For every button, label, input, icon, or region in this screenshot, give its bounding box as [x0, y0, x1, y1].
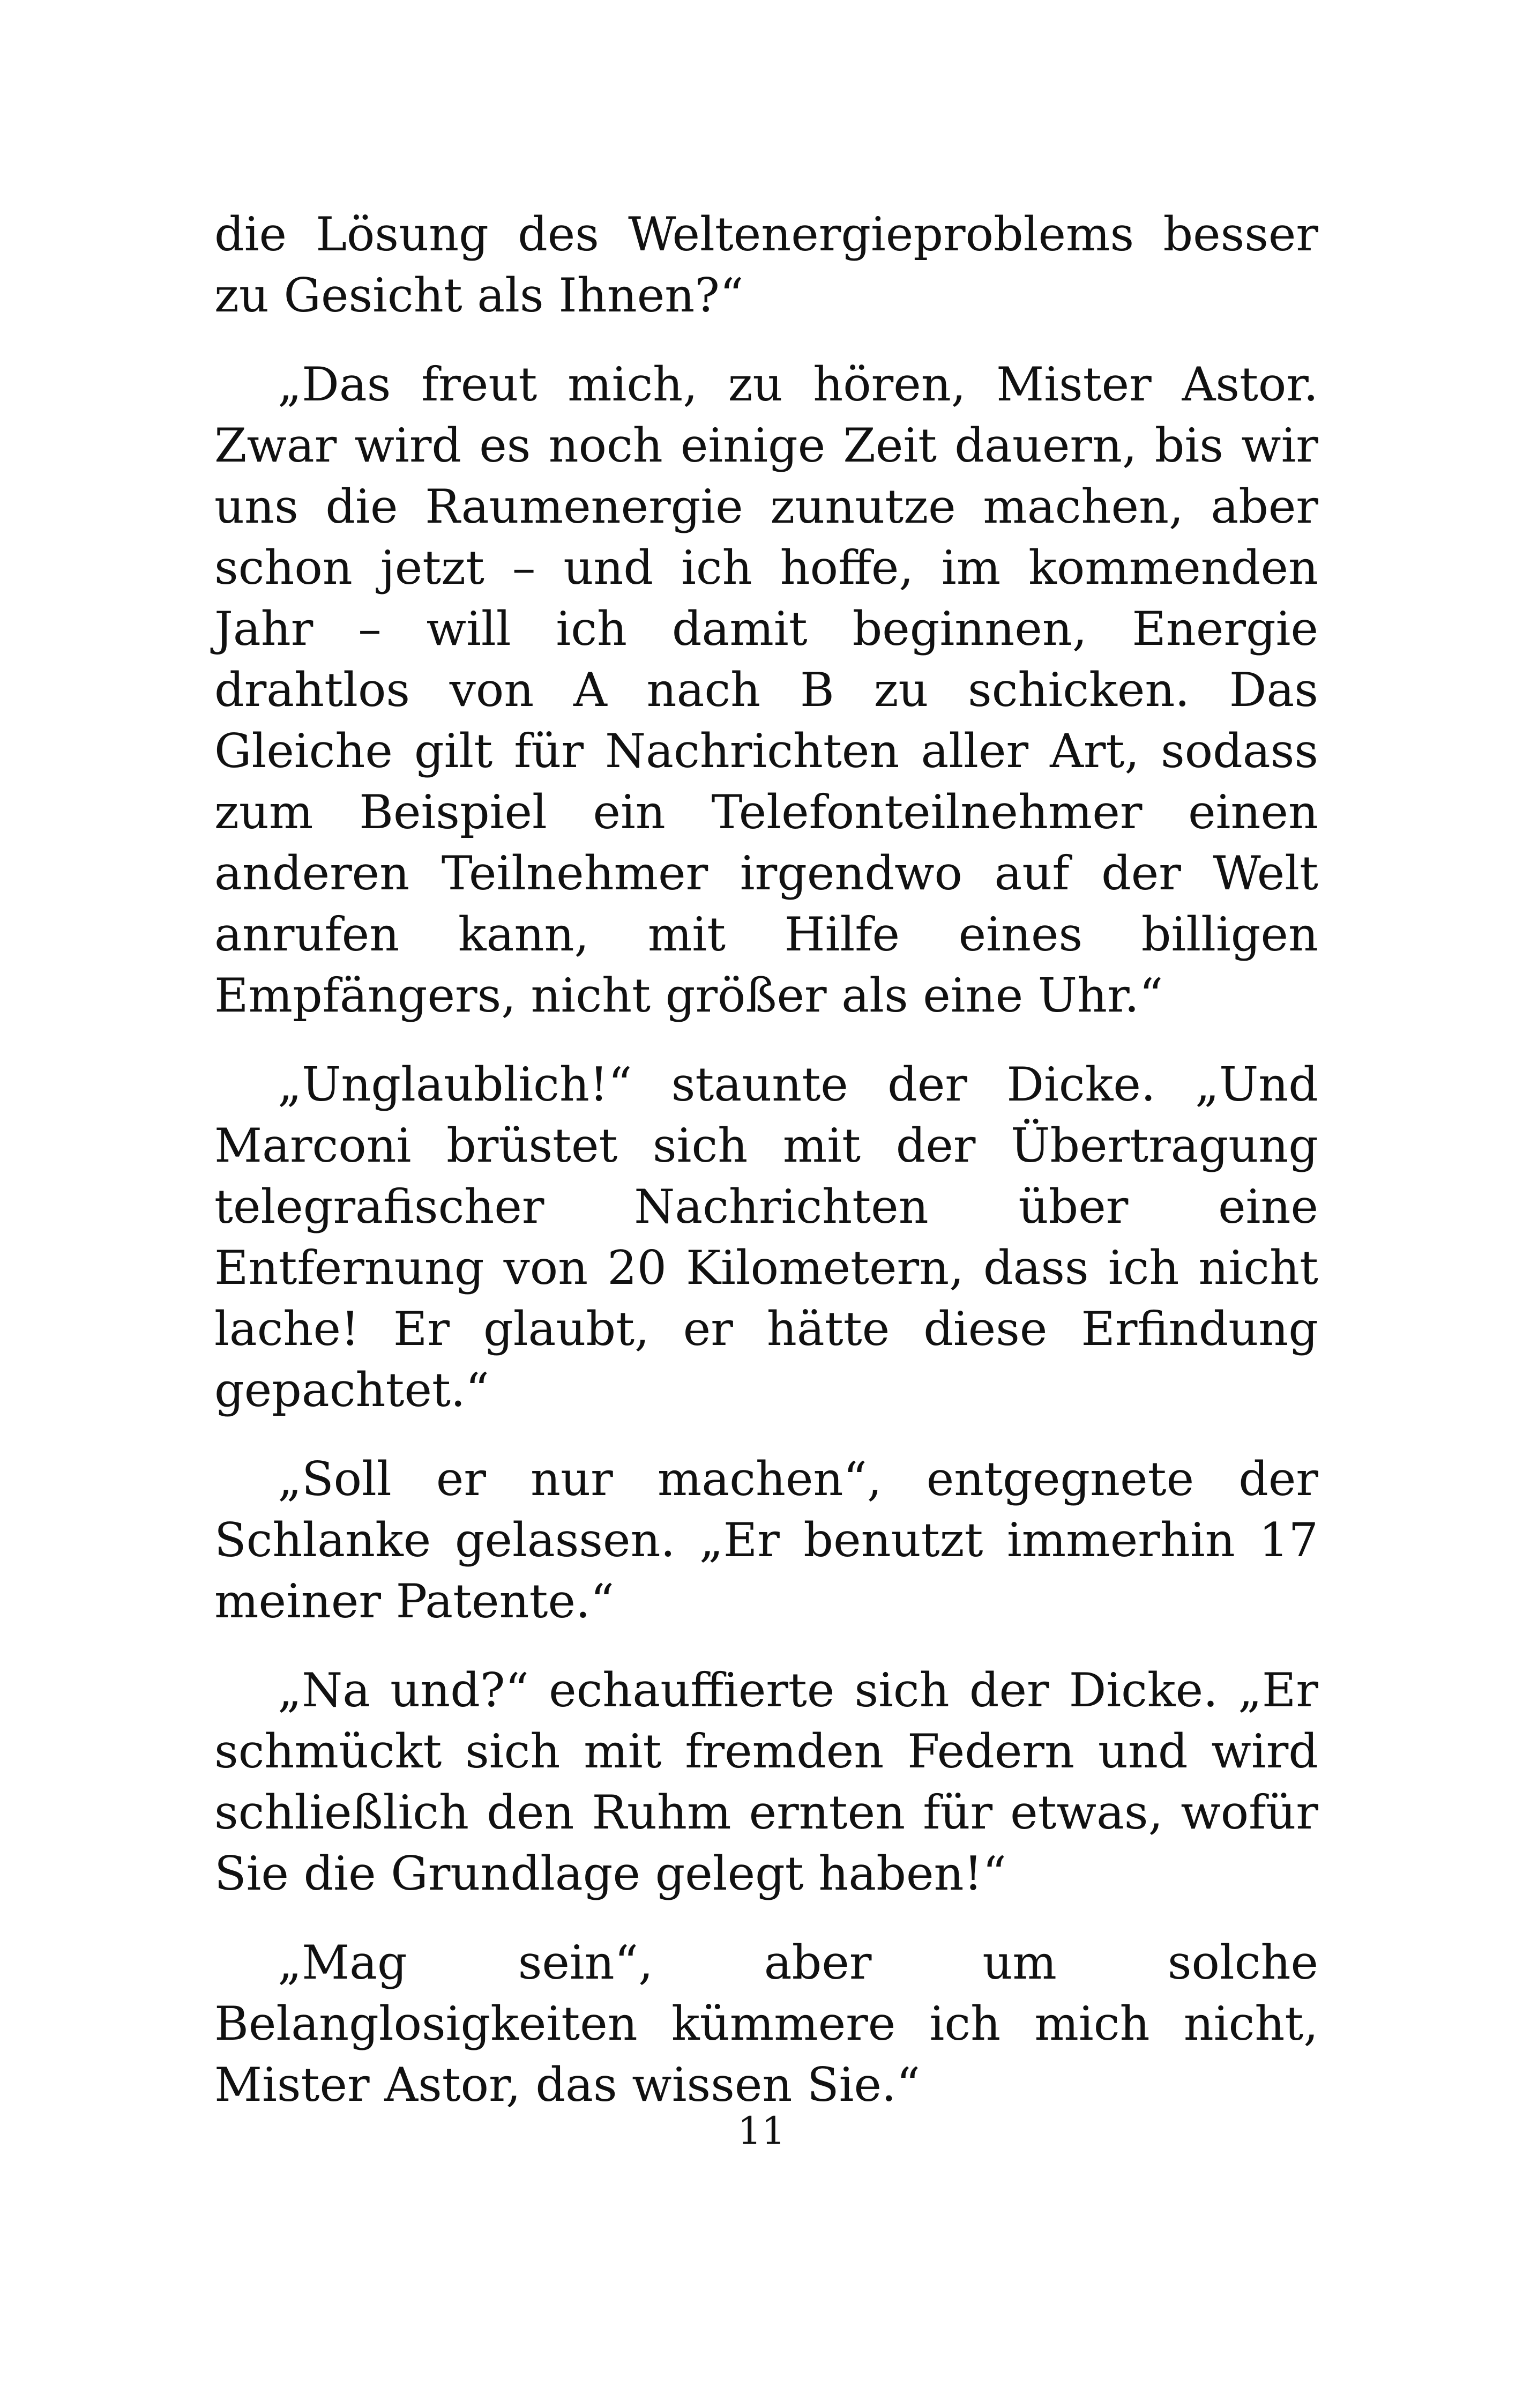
paragraph: „Soll er nur machen“, entgegnete der Schlanke gelassen. „Er benutzt immerhin 17 meiner Patente.“ — [214, 1452, 1318, 1629]
paragraph: „Das freut mich, zu hören, Mister Astor. Zwar wird es noch einige Zeit dauern, bis wir uns die Raumenergie zunutze machen, aber schon jetzt – und ich hoffe, im kommenden Jahr – will ich damit beginnen, Energie drahtlos von A nach B zu schicken. Das Gleiche gilt für Nachrichten aller Art, sodass zum Beispiel ein Telefonteilnehmer einen anderen Teilnehmer irgendwo auf der Welt anrufen kann, mit Hilfe eines billigen Empfängers, nicht größer als eine Uhr.“ — [214, 357, 1318, 1023]
body-text — [214, 204, 1318, 2143]
paragraph: „Na und?“ echauffierte sich der Dicke. „Er schmückt sich mit fremden Federn und wird schließlich den Ruhm ernten für etwas, wofür Sie die Grundlage gelegt haben!“ — [214, 1663, 1318, 1901]
paragraph: „Unglaublich!“ staunte der Dicke. „Und Marconi brüstet sich mit der Übertragung telegrafischer Nachrichten über eine Entfernung von 20 Kilometern, dass ich nicht lache! Er glaubt, er hätte diese Erfindung gepachtet.“ — [214, 1057, 1318, 1417]
page-number: 11 — [737, 2109, 786, 2153]
paragraph-continued: die Lösung des Weltenergieproblems besser zu Gesicht als Ihnen?“ — [214, 207, 1318, 323]
paragraph: „Mag sein“, aber um solche Belanglosigkeiten kümmere ich mich nicht, Mister Astor, das wissen Sie.“ — [214, 1935, 1318, 2112]
